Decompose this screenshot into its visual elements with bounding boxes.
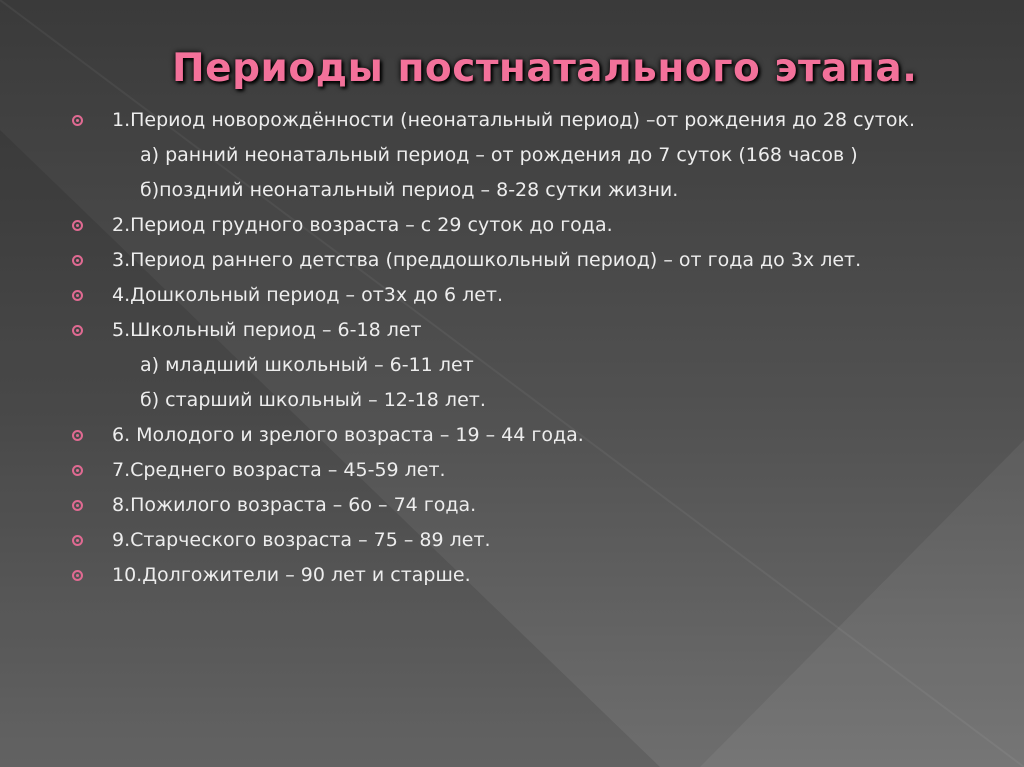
list-item-text: 7.Среднего возраста – 45-59 лет.: [112, 459, 446, 481]
bullet-icon: [72, 290, 83, 301]
list-subitem-early-neonatal: [70, 141, 970, 170]
bullet-icon: [72, 115, 83, 126]
list-item-text: 6. Молодого и зрелого возраста – 19 – 44 года.: [112, 424, 584, 446]
list-item-period-9: [70, 526, 970, 555]
bullet-icon: [72, 465, 83, 476]
list-subitem-junior-school: [70, 351, 970, 380]
bullet-list: [70, 106, 970, 596]
bullet-icon: [72, 255, 83, 266]
list-item-text: 4.Дошкольный период – от3х до 6 лет.: [112, 284, 504, 306]
list-item-period-2: [70, 211, 970, 240]
list-item-period-1: [70, 106, 970, 135]
bullet-icon: [72, 430, 83, 441]
bullet-icon: [72, 535, 83, 546]
bullet-icon: [72, 220, 83, 231]
list-item-period-8: [70, 491, 970, 520]
list-item-period-10: [70, 561, 970, 590]
list-item-text: 1.Период новорождённости (неонатальный период) –от рождения до 28 суток.: [112, 109, 916, 131]
list-item-period-4: [70, 281, 970, 310]
list-item-text: 3.Период раннего детства (преддошкольный период) – от года до 3х лет.: [112, 249, 862, 271]
list-item-period-7: [70, 456, 970, 485]
bullet-icon: [72, 325, 83, 336]
list-item-text: 2.Период грудного возраста – с 29 суток до года.: [112, 214, 613, 236]
list-item-text: а) младший школьный – 6-11 лет: [140, 354, 474, 376]
list-subitem-senior-school: [70, 386, 970, 415]
list-item-period-6: [70, 421, 970, 450]
list-item-text: 9.Старческого возраста – 75 – 89 лет.: [112, 529, 491, 551]
list-subitem-late-neonatal: [70, 176, 970, 205]
bullet-icon: [72, 570, 83, 581]
list-item-period-5: [70, 316, 970, 345]
slide-title: Периоды постнатального этапа.: [172, 46, 918, 91]
list-item-text: 5.Школьный период – 6-18 лет: [112, 319, 422, 341]
list-item-text: 8.Пожилого возраста – 6о – 74 года.: [112, 494, 477, 516]
list-item-period-3: [70, 246, 970, 275]
list-item-text: а) ранний неонатальный период – от рождения до 7 суток (168 часов ): [140, 144, 858, 166]
bullet-icon: [72, 500, 83, 511]
list-item-text: б) старший школьный – 12-18 лет.: [140, 389, 486, 411]
list-item-text: б)поздний неонатальный период – 8-28 сутки жизни.: [140, 179, 679, 201]
list-item-text: 10.Долгожители – 90 лет и старше.: [112, 564, 471, 586]
